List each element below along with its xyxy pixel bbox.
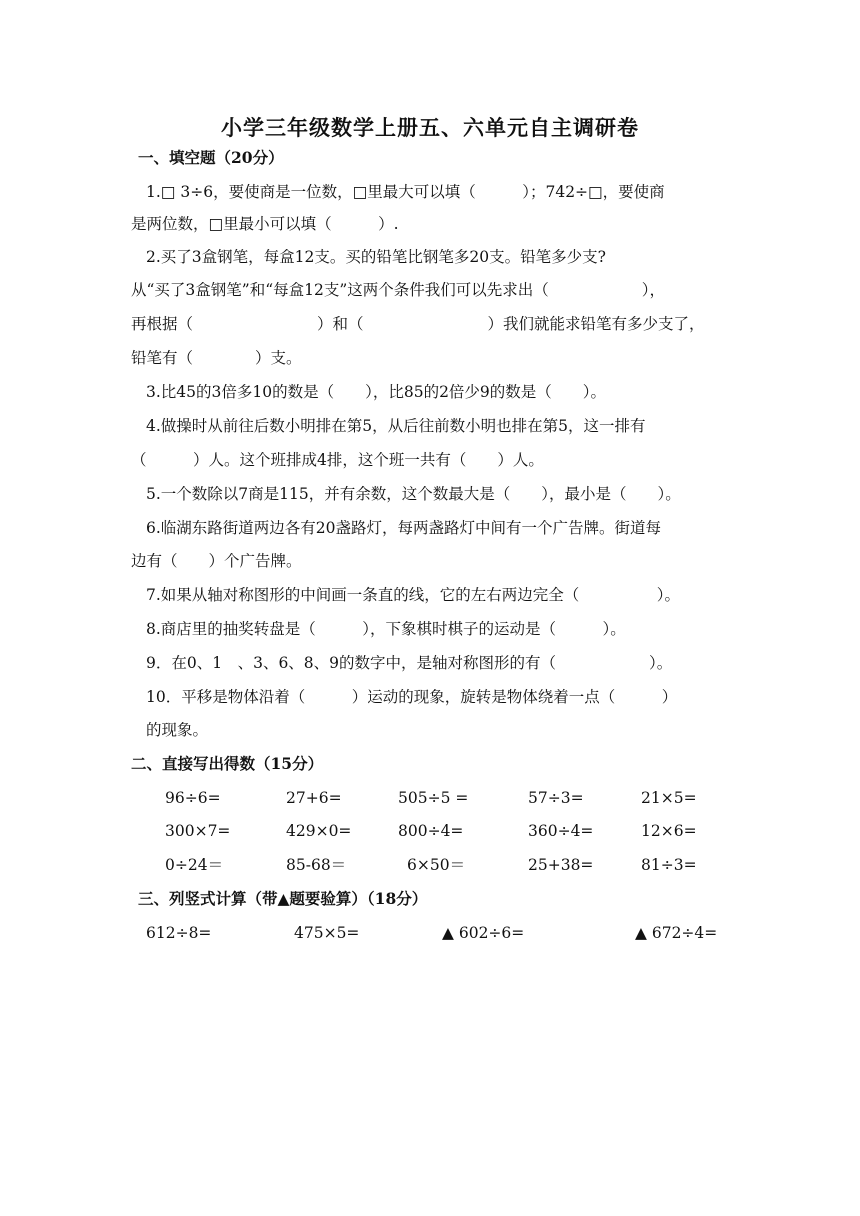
question-line: 是两位数，□里最小可以填（ ）.: [131, 215, 399, 233]
question-line: 边有（ ）个广告牌。: [131, 552, 302, 570]
calc-item: 81÷3=: [641, 856, 697, 874]
question-line: 7.如果从轴对称图形的中间画一条直的线，它的左右两边完全（ ）。: [146, 586, 681, 604]
section3-heading: 三、列竖式计算（带▲题要验算）（18分）: [138, 889, 428, 908]
calc-item: 12×6=: [641, 822, 697, 840]
question-line: 再根据（ ）和（ ）我们就能求铅笔有多少支了，: [131, 315, 705, 333]
question-line: 铅笔有（ ）支。: [131, 349, 302, 367]
calc-item: 85-68＝: [286, 856, 347, 874]
calc-item: 21×5=: [641, 789, 697, 807]
vertical-calc-item: 475×5=: [294, 924, 360, 942]
vertical-calc-item: 612÷8=: [146, 924, 212, 942]
question-line: 5.一个数除以7商是115，并有余数，这个数最大是（ ），最小是（ ）。: [146, 485, 681, 503]
calc-item: 27+6=: [286, 789, 342, 807]
question-line: 1.□ 3÷6，要使商是一位数，□里最大可以填（ ）；742÷□，要使商: [146, 183, 665, 201]
question-line: 2.买了3盒钢笔，每盒12支。买的铅笔比钢笔多20支。铅笔多少支?: [146, 248, 606, 266]
question-line: 9．在0、1 、3、6、8、9的数字中，是轴对称图形的有（ ）。: [146, 654, 673, 672]
question-line: 4.做操时从前往后数小明排在第5，从后往前数小明也排在第5，这一排有: [146, 417, 646, 435]
question-line: 的现象。: [146, 721, 209, 739]
calc-item: 429×0=: [286, 822, 352, 840]
question-line: 从“买了3盒钢笔”和“每盒12支”这两个条件我们可以先求出（ ），: [131, 281, 666, 299]
section2-heading: 二、直接写出得数（15分）: [131, 754, 324, 773]
vertical-calc-item: ▲ 602÷6=: [442, 924, 525, 942]
question-line: 6.临湖东路街道两边各有20盏路灯，每两盏路灯中间有一个广告牌。街道每: [146, 519, 662, 537]
question-line: （ ）人。这个班排成4排，这个班一共有（ ）人。: [131, 451, 544, 469]
calc-item: 505÷5 =: [398, 789, 469, 807]
calc-item: 96÷6=: [165, 789, 221, 807]
question-line: 3.比45的3倍多10的数是（ ），比85的2倍少9的数是（ ）。: [146, 383, 607, 401]
calc-item: 6×50＝: [407, 856, 466, 874]
calc-item: 360÷4=: [528, 822, 594, 840]
calc-item: 0÷24＝: [165, 856, 224, 874]
calc-item: 25+38=: [528, 856, 594, 874]
vertical-calc-item: ▲ 672÷4=: [635, 924, 718, 942]
calc-item: 300×7=: [165, 822, 231, 840]
page-title: 小学三年级数学上册五、六单元自主调研卷: [221, 115, 639, 140]
calc-item: 800÷4=: [398, 822, 464, 840]
question-line: 10．平移是物体沿着（ ）运动的现象，旋转是物体绕着一点（ ）: [146, 688, 678, 706]
section1-heading: 一、填空题（20分）: [138, 148, 284, 167]
question-line: 8.商店里的抽奖转盘是（ ），下象棋时棋子的运动是（ ）。: [146, 620, 626, 638]
calc-item: 57÷3=: [528, 789, 584, 807]
